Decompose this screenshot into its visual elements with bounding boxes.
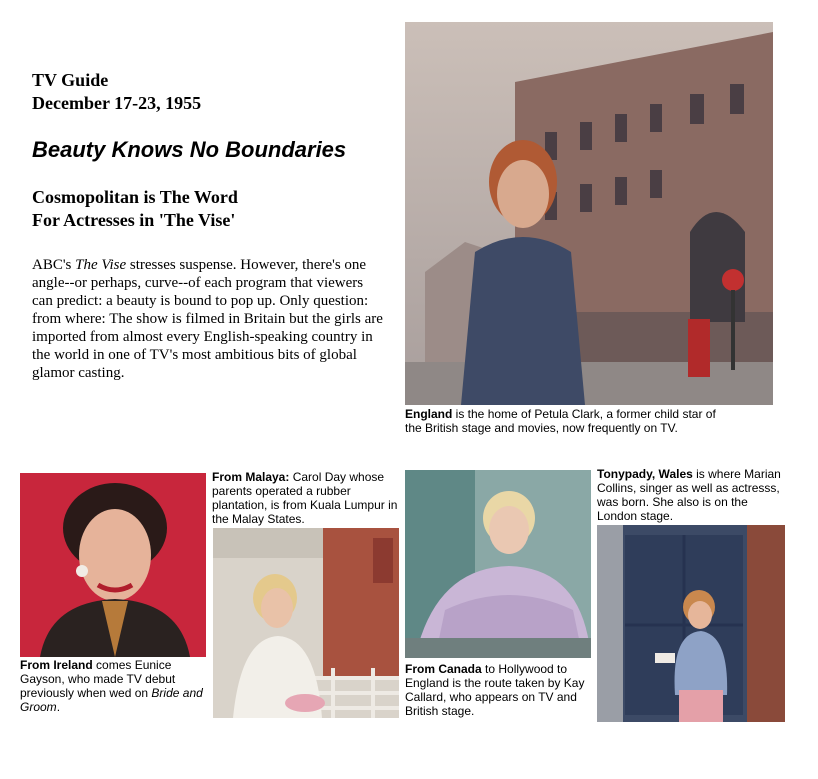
photo-england [405, 22, 773, 405]
subhead-line-2: For Actresses in 'The Vise' [32, 210, 236, 230]
caption-wales [597, 467, 785, 523]
photo-england-image [405, 22, 773, 405]
caption-wales-text: is where Marian Collins, singer as well as actresss, was born. She also is on the London stage. [597, 467, 781, 523]
photo-canada-image [405, 470, 591, 658]
article-body [32, 256, 384, 382]
body-show-title: The Vise [75, 257, 127, 273]
subhead-line-1: Cosmopolitan is The Word [32, 187, 238, 207]
photo-ireland [20, 473, 206, 657]
caption-england-text: is the home of Petula Clark, a former child star of the British stage and movies, now frequently on TV. [405, 407, 716, 435]
caption-ireland [20, 658, 205, 714]
caption-canada [405, 662, 591, 718]
caption-wales-lead: Tonypady, Wales [597, 467, 693, 481]
caption-malaya [212, 470, 398, 526]
caption-ireland-text: comes Eunice Gayson, who made TV debut previously when wed on [20, 658, 176, 700]
photo-canada [405, 470, 591, 658]
caption-malaya-text: Carol Day whose parents operated a rubber plantation, is from Kuala Lumpur in the Malay States. [212, 470, 398, 526]
subhead [32, 186, 238, 232]
issue-date: December 17-23, 1955 [32, 93, 202, 113]
caption-england [405, 407, 725, 435]
body-pre: ABC's [32, 257, 76, 273]
photo-malaya [213, 528, 399, 718]
masthead [32, 69, 201, 115]
caption-malaya-lead: From Malaya: [212, 470, 290, 484]
caption-canada-text: to Hollywood to England is the route taken by Kay Callard, who appears on TV and British stage. [405, 662, 585, 718]
photo-ireland-image [20, 473, 206, 657]
caption-canada-lead: From Canada [405, 662, 482, 676]
caption-ireland-lead: From Ireland [20, 658, 93, 672]
caption-england-lead: England [405, 407, 453, 421]
photo-wales-image [597, 525, 785, 722]
headline: Beauty Knows No Boundaries [32, 137, 347, 162]
photo-malaya-image [213, 528, 399, 718]
photo-wales [597, 525, 785, 722]
body-post: stresses suspense. However, there's one angle--or perhaps, curve--of each program that viewers can predict: a beauty is bound to pop up. Only question: from where: The show is filmed in Britain but the girls are imported from almost every English-speaking country in the world in one of TV's most ambitious bits of global glamor casting. [32, 257, 383, 381]
caption-ireland-show: Bride and Groom [20, 686, 203, 714]
publication-name: TV Guide [32, 70, 109, 90]
caption-ireland-tail: . [56, 700, 61, 714]
